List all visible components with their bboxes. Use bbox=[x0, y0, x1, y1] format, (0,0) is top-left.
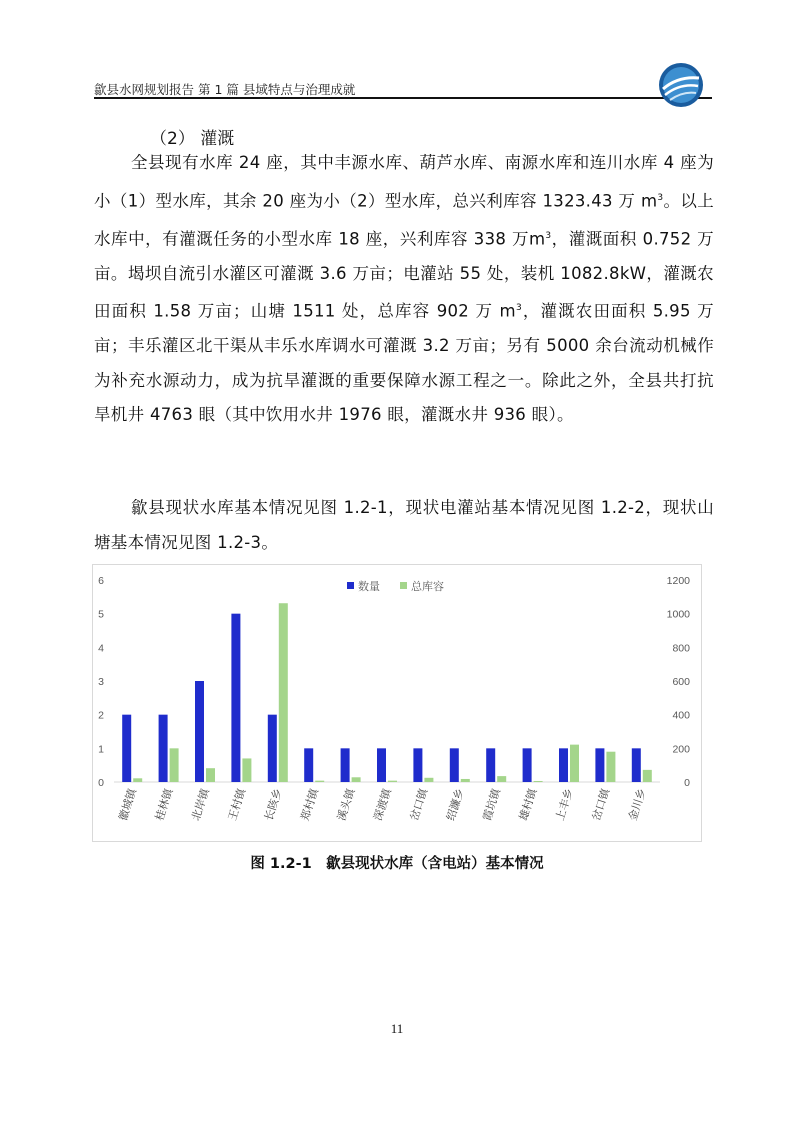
right-axis-tick-label: 400 bbox=[672, 709, 690, 722]
bar-count bbox=[195, 681, 204, 782]
left-axis-tick-label: 0 bbox=[98, 777, 104, 789]
bar-count bbox=[595, 748, 604, 782]
bar-capacity bbox=[497, 776, 506, 782]
category-tick-label: 绍濂乡 bbox=[444, 786, 467, 823]
left-axis-tick-label: 1 bbox=[98, 743, 104, 756]
category-tick-label: 徽城镇 bbox=[116, 786, 140, 823]
header-rule bbox=[94, 97, 712, 99]
bar-count bbox=[231, 614, 240, 782]
bar-capacity bbox=[279, 603, 288, 782]
bar-count bbox=[341, 748, 350, 782]
logo-icon bbox=[658, 62, 704, 108]
category-tick-label: 雄村镇 bbox=[516, 786, 540, 823]
bar-count bbox=[523, 748, 532, 782]
bar-count bbox=[559, 748, 568, 782]
category-tick-label: 郑村镇 bbox=[298, 786, 322, 823]
bar-count bbox=[486, 748, 495, 782]
bar-count bbox=[450, 748, 459, 782]
category-tick-label: 溪头镇 bbox=[334, 786, 358, 823]
superscript-3: 3 bbox=[515, 303, 522, 313]
left-axis-tick-label: 3 bbox=[98, 676, 104, 688]
bar-count bbox=[632, 748, 641, 782]
right-axis-tick-label: 600 bbox=[672, 676, 690, 688]
bar-capacity bbox=[643, 770, 652, 782]
bar-capacity bbox=[242, 758, 251, 782]
left-axis-tick-label: 2 bbox=[98, 709, 104, 722]
category-tick-label: 王村镇 bbox=[225, 786, 249, 823]
right-axis-tick-label: 0 bbox=[684, 777, 690, 789]
category-tick-label: 长陔乡 bbox=[262, 786, 285, 823]
left-axis-tick-label: 5 bbox=[98, 608, 104, 621]
legend-label-count: 数量 bbox=[358, 580, 380, 593]
superscript-3: 3 bbox=[545, 230, 552, 241]
category-tick-label: 桂林镇 bbox=[152, 786, 176, 823]
paragraph-text-b: 。以上水库中，有灌溉任务的小型水库 18 座，兴利库容 338 万m bbox=[94, 191, 715, 248]
left-axis-tick-label: 4 bbox=[98, 642, 104, 655]
category-tick-label: 岔口镇 bbox=[589, 786, 613, 823]
category-tick-label: 金川乡 bbox=[626, 786, 649, 823]
paragraph-figure-refs: 歙县现状水库基本情况见图 1.2-1，现状电灌站基本情况见图 1.2-2，现状山塘基本情况见图 1.2-3。 bbox=[94, 498, 714, 552]
bar-count bbox=[159, 715, 168, 782]
figure-caption: 图 1.2-1 歙县现状水库（含电站）基本情况 bbox=[250, 856, 544, 872]
bar-count bbox=[304, 748, 313, 782]
right-axis-tick-label: 800 bbox=[672, 642, 690, 655]
bar-capacity bbox=[352, 777, 361, 782]
right-axis-tick-label: 200 bbox=[672, 743, 690, 756]
paragraph-text-d: ，灌溉农田面积 5.95 万亩；丰乐灌区北干渠从丰乐水库调水可灌溉 3.2 万亩；另有 5000 余台流动机械作为补充水源动力，成为抗旱灌溉的重要保障水源工程之一。除此之外，全县共打抗旱机井 4763 眼（其中饮用水井 1976 眼，灌溉水井 936 眼）。 bbox=[94, 301, 714, 424]
bar-count bbox=[268, 715, 277, 782]
bar-capacity bbox=[424, 778, 433, 782]
bar-capacity bbox=[606, 752, 615, 782]
bar-capacity bbox=[315, 781, 324, 782]
category-tick-label: 深渡镇 bbox=[371, 786, 394, 823]
legend-swatch-capacity bbox=[400, 582, 407, 589]
left-axis-tick-label: 6 bbox=[98, 575, 104, 587]
category-tick-label: 上丰乡 bbox=[553, 786, 576, 823]
bar-count bbox=[122, 715, 131, 782]
paragraph-irrigation bbox=[94, 146, 714, 433]
paragraph-text-a: 全县现有水库 24 座，其中丰源水库、葫芦水库、南源水库和连川水库 4 座为小（1）型水库，其余 20 座为小（2）型水库，总兴利库容 1323.43 万 m bbox=[94, 153, 714, 210]
superscript-3: 3 bbox=[657, 192, 664, 203]
bar-capacity bbox=[534, 781, 543, 782]
bar-count bbox=[413, 748, 422, 782]
bar-capacity bbox=[133, 778, 142, 782]
bar-capacity bbox=[570, 745, 579, 782]
header-title: 歙县水网规划报告 第 1 篇 县域特点与治理成就 bbox=[94, 82, 356, 97]
category-tick-label: 霞坑镇 bbox=[480, 786, 504, 823]
right-axis-tick-label: 1000 bbox=[666, 608, 690, 621]
reservoir-chart bbox=[92, 564, 702, 842]
category-tick-label: 岔口镇 bbox=[407, 786, 431, 823]
legend-swatch-count bbox=[347, 582, 354, 589]
section-heading: （2） 灌溉 bbox=[150, 129, 235, 149]
chart-frame bbox=[93, 565, 702, 842]
bar-capacity bbox=[388, 781, 397, 782]
right-axis-tick-label: 1200 bbox=[666, 575, 690, 587]
paragraph-text-c: ，灌溉面积 0.752 万亩。堨坝自流引水灌区可灌溉 3.6 万亩；电灌站 55 处，装机 1082.8kW，灌溉农田面积 1.58 万亩；山塘 1511 处，总库容 902 万 m bbox=[94, 229, 714, 321]
bar-count bbox=[377, 748, 386, 782]
page-number: 11 bbox=[390, 1021, 404, 1036]
bar-capacity bbox=[206, 768, 215, 782]
legend-label-capacity: 总库容 bbox=[411, 580, 444, 593]
bar-capacity bbox=[170, 748, 179, 782]
category-tick-label: 北岸镇 bbox=[189, 786, 212, 823]
bar-capacity bbox=[461, 779, 470, 782]
